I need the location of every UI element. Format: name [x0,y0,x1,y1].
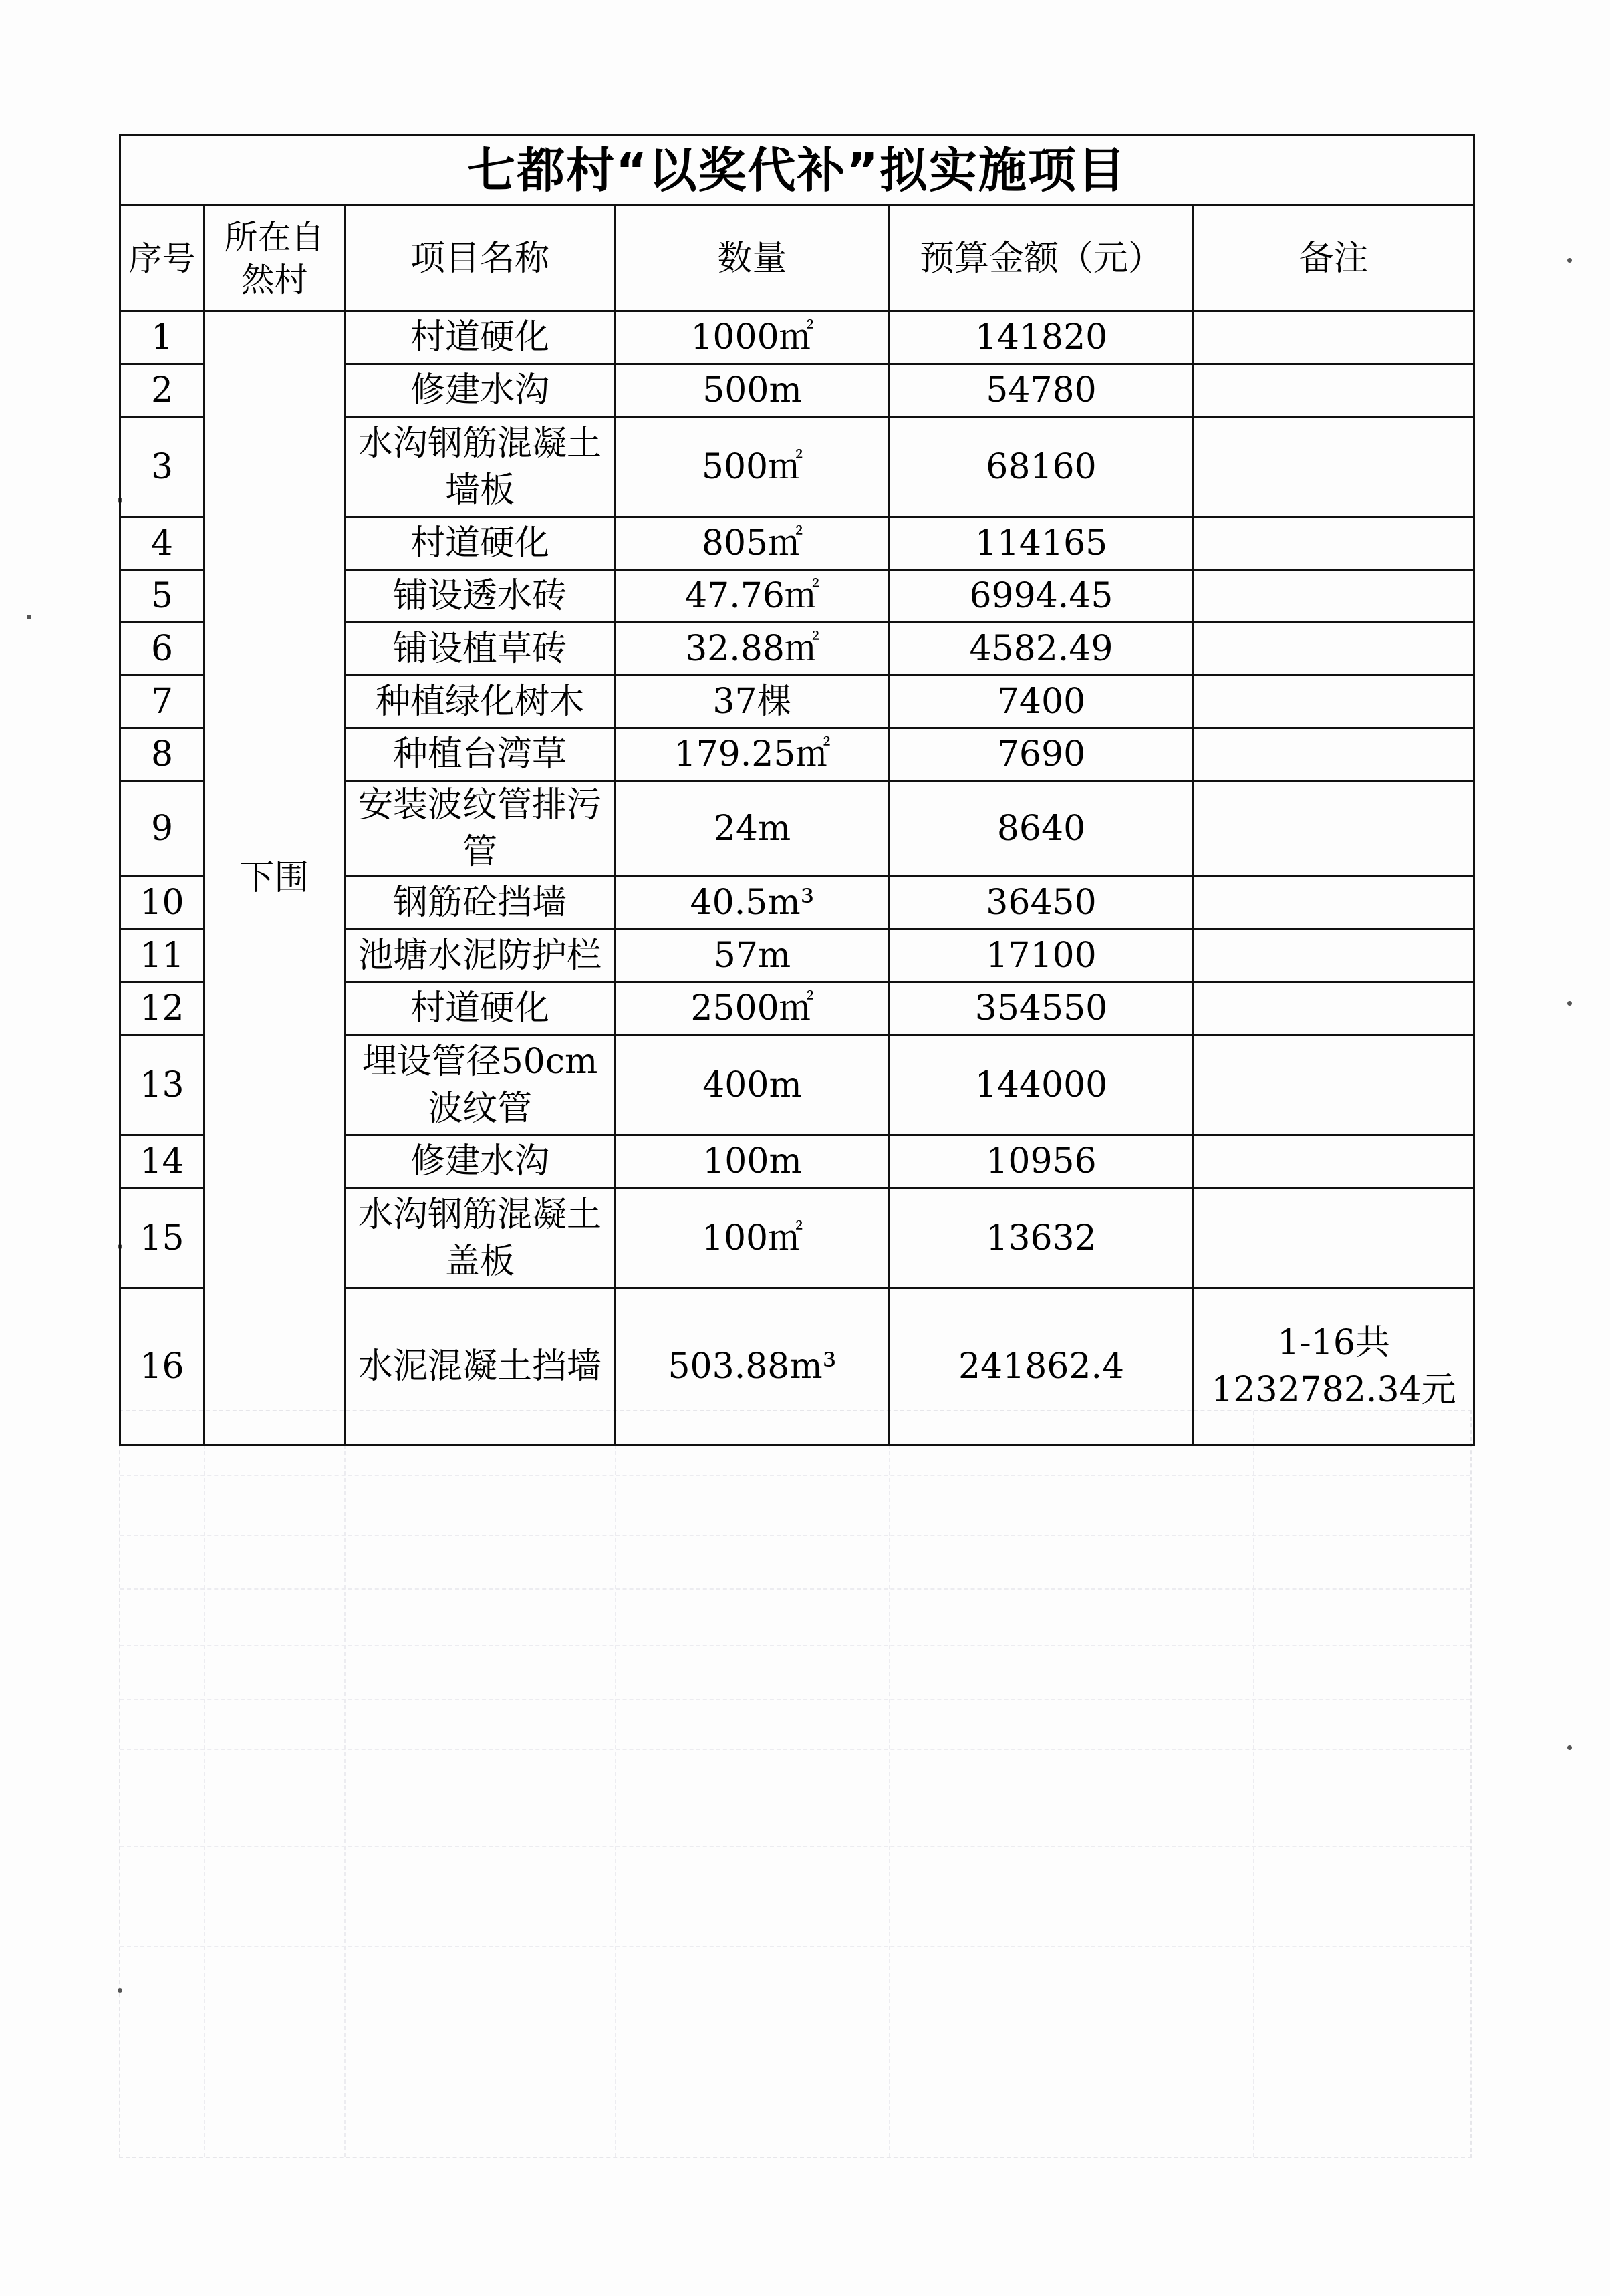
cell-quantity: 179.25㎡ [616,728,890,781]
cell-name: 铺设植草砖 [345,623,616,676]
cell-budget: 7690 [890,728,1194,781]
cell-name: 修建水沟 [345,1135,616,1188]
cell-remark [1194,1035,1474,1135]
cell-budget: 141820 [890,311,1194,364]
cell-budget: 54780 [890,364,1194,417]
cell-seq: 1 [120,311,205,364]
table-title: 七都村“以奖代补”拟实施项目 [120,135,1474,206]
cell-seq: 6 [120,623,205,676]
cell-name: 种植绿化树木 [345,676,616,728]
scan-speck [1567,1745,1572,1750]
cell-budget: 144000 [890,1035,1194,1135]
table-row [120,311,1474,364]
cell-budget: 354550 [890,982,1194,1035]
cell-remark [1194,570,1474,623]
cell-quantity: 57m [616,929,890,982]
cell-seq: 7 [120,676,205,728]
cell-quantity: 47.76㎡ [616,570,890,623]
cell-name: 水沟钢筋混凝土盖板 [345,1188,616,1288]
cell-name: 村道硬化 [345,982,616,1035]
cell-budget: 36450 [890,877,1194,929]
cell-budget: 7400 [890,676,1194,728]
cell-seq: 2 [120,364,205,417]
cell-seq: 5 [120,570,205,623]
bleed-through-ghost [119,1410,1472,2158]
cell-budget: 10956 [890,1135,1194,1188]
cell-remark [1194,982,1474,1035]
cell-budget: 8640 [890,781,1194,877]
cell-quantity: 100㎡ [616,1188,890,1288]
cell-remark [1194,364,1474,417]
cell-name: 修建水沟 [345,364,616,417]
header-budget: 预算金额（元） [890,206,1194,311]
cell-seq: 3 [120,417,205,517]
cell-name: 种植台湾草 [345,728,616,781]
cell-quantity: 500m [616,364,890,417]
cell-name: 埋设管径50cm波纹管 [345,1035,616,1135]
cell-remark [1194,1188,1474,1288]
cell-remark [1194,676,1474,728]
header-seq: 序号 [120,206,205,311]
cell-name: 水沟钢筋混凝土墙板 [345,417,616,517]
cell-seq: 13 [120,1035,205,1135]
cell-budget: 68160 [890,417,1194,517]
cell-seq: 4 [120,517,205,570]
cell-remark [1194,517,1474,570]
cell-village: 下围 [205,311,345,1445]
cell-quantity: 1000㎡ [616,311,890,364]
cell-name: 钢筋砼挡墙 [345,877,616,929]
cell-remark [1194,417,1474,517]
cell-budget: 4582.49 [890,623,1194,676]
cell-budget: 6994.45 [890,570,1194,623]
cell-name: 安装波纹管排污管 [345,781,616,877]
scan-speck [1567,258,1572,263]
cell-seq: 12 [120,982,205,1035]
cell-remark [1194,1135,1474,1188]
cell-remark [1194,781,1474,877]
header-name: 项目名称 [345,206,616,311]
cell-quantity: 37棵 [616,676,890,728]
cell-remark [1194,623,1474,676]
cell-seq: 9 [120,781,205,877]
cell-budget: 13632 [890,1188,1194,1288]
cell-seq: 15 [120,1188,205,1288]
cell-name: 村道硬化 [345,517,616,570]
cell-remark [1194,929,1474,982]
cell-name: 水泥混凝土挡墙 [345,1288,616,1445]
header-quantity: 数量 [616,206,890,311]
project-table [119,134,1475,1446]
cell-seq: 14 [120,1135,205,1188]
cell-remark [1194,728,1474,781]
cell-remark [1194,877,1474,929]
header-remark: 备注 [1194,206,1474,311]
cell-name: 铺设透水砖 [345,570,616,623]
cell-budget: 241862.4 [890,1288,1194,1445]
cell-remark-total: 1-16共1232782.34元 [1194,1288,1474,1445]
cell-seq: 11 [120,929,205,982]
header-village: 所在自然村 [205,206,345,311]
cell-quantity: 40.5m³ [616,877,890,929]
cell-quantity: 400m [616,1035,890,1135]
scan-speck [27,615,31,619]
cell-quantity: 500㎡ [616,417,890,517]
cell-seq: 10 [120,877,205,929]
scan-speck [1567,1001,1572,1006]
cell-name: 池塘水泥防护栏 [345,929,616,982]
cell-quantity: 100m [616,1135,890,1188]
scan-speck [118,1988,122,1993]
cell-seq: 16 [120,1288,205,1445]
cell-quantity: 24m [616,781,890,877]
cell-seq: 8 [120,728,205,781]
cell-quantity: 503.88m³ [616,1288,890,1445]
cell-quantity: 805㎡ [616,517,890,570]
cell-quantity: 32.88㎡ [616,623,890,676]
cell-budget: 114165 [890,517,1194,570]
cell-remark [1194,311,1474,364]
cell-quantity: 2500㎡ [616,982,890,1035]
cell-budget: 17100 [890,929,1194,982]
cell-name: 村道硬化 [345,311,616,364]
